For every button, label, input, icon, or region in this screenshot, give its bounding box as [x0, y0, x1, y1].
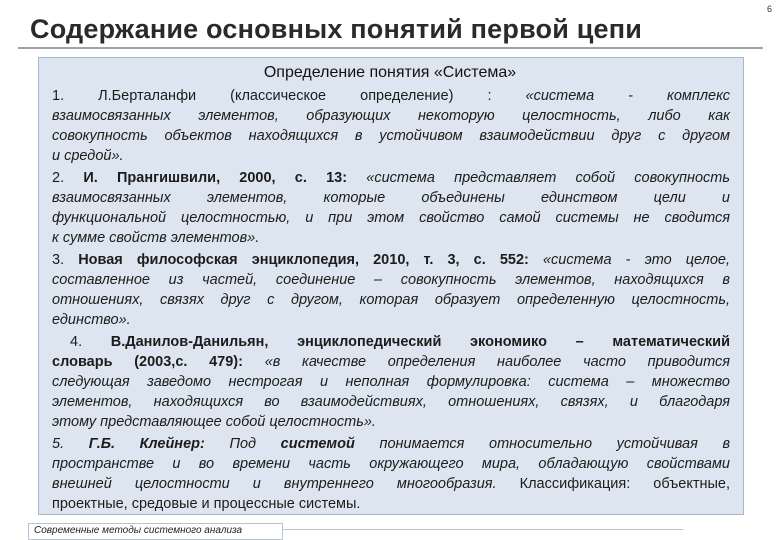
item-2-line-2: взаимосвязанных элементов, которые объединены единством цели и: [52, 190, 730, 206]
item-2-quote: «система представляет собой совокупность: [366, 170, 731, 186]
item-5-line-2: пространстве и во времени часть окружающего мира, обладающую свойствами: [52, 456, 730, 472]
item-5-line-3: [52, 475, 730, 495]
item-5-pre: Под: [229, 436, 257, 452]
item-5-quote-end: внешней целостности и внутреннего многообразия.: [52, 476, 497, 492]
footer-divider: [283, 529, 683, 530]
item-2-ref: И. Прангишвили, 2000, с. 13:: [83, 170, 348, 186]
item-1-source: (классическое определение) :: [230, 88, 492, 104]
item-4-number: 4.: [70, 334, 83, 350]
item-2-number: 2.: [52, 170, 65, 186]
item-3-ref: Новая философская энциклопедия, 2010, т. 3, с. 552:: [78, 252, 529, 268]
item-5-keyword: системой: [280, 436, 355, 452]
item-5-ref: Г.Б. Клейнер:: [88, 436, 205, 452]
item-1-line-4: и средой».: [52, 148, 124, 164]
item-5-classification: Классификация: объектные,: [519, 476, 730, 492]
item-5-number: 5.: [52, 436, 65, 452]
footer-text: Современные методы системного анализа: [34, 525, 243, 536]
item-3-line-2: составленное из частей, соединение – совокупность элементов, находящихся в: [52, 272, 730, 288]
item-5-line-1: [52, 435, 730, 455]
item-5-line-4: проектные, средовые и процессные системы.: [52, 496, 361, 512]
item-3-quote: «система - это целое,: [542, 252, 730, 268]
slide-title: Содержание основных понятий первой цепи: [30, 14, 643, 44]
box-heading: Определение понятия «Система»: [263, 64, 517, 81]
item-4-line-1: [70, 333, 730, 353]
item-1-line-3: совокупность объектов находящихся в устойчивом взаимодействии друг с другом: [52, 128, 730, 144]
item-2-line-4: к сумме свойств элементов».: [52, 230, 260, 246]
item-1-line-1: [52, 87, 730, 107]
item-4-line-3: следующая заведомо нестрогая и неполная формулировка: система – множество: [52, 374, 730, 390]
item-4-ref-1: В.Данилов-Данильян, энциклопедический экономико – математический: [110, 334, 731, 350]
item-1-quote: «система - комплекс: [525, 88, 731, 104]
item-4-ref-2: словарь (2003,с. 479):: [52, 354, 243, 370]
item-4-line-4: элементов, находящихся во взаимодействиях, отношениях, связях, и благодаря: [52, 394, 730, 410]
item-1-number: 1.: [52, 88, 65, 104]
item-1-line-2: взаимосвязанных элементов, образующих некоторую целостность, либо как: [52, 108, 730, 124]
item-3-number: 3.: [52, 252, 65, 268]
item-3-line-1: [52, 251, 730, 271]
item-2-line-3: функциональной целостностью, и при этом свойство самой системы не сводится: [52, 210, 730, 226]
item-3-line-3: отношениях, связях друг с другом, которая образует определенную целостность,: [52, 292, 730, 308]
item-2-line-1: [52, 169, 730, 189]
item-4-line-2: [52, 353, 730, 373]
slide-number: 6: [766, 4, 772, 14]
item-3-line-4: единство».: [52, 312, 131, 328]
title-divider: [18, 47, 763, 49]
item-5-quote: понимается относительно устойчивая в: [379, 436, 731, 452]
item-4-line-5: этому представляющее собой целостность».: [52, 414, 376, 430]
item-4-quote: «в качестве определения наиболее часто приводится: [264, 354, 730, 370]
item-1-author: Л.Берталанфи: [98, 88, 197, 104]
